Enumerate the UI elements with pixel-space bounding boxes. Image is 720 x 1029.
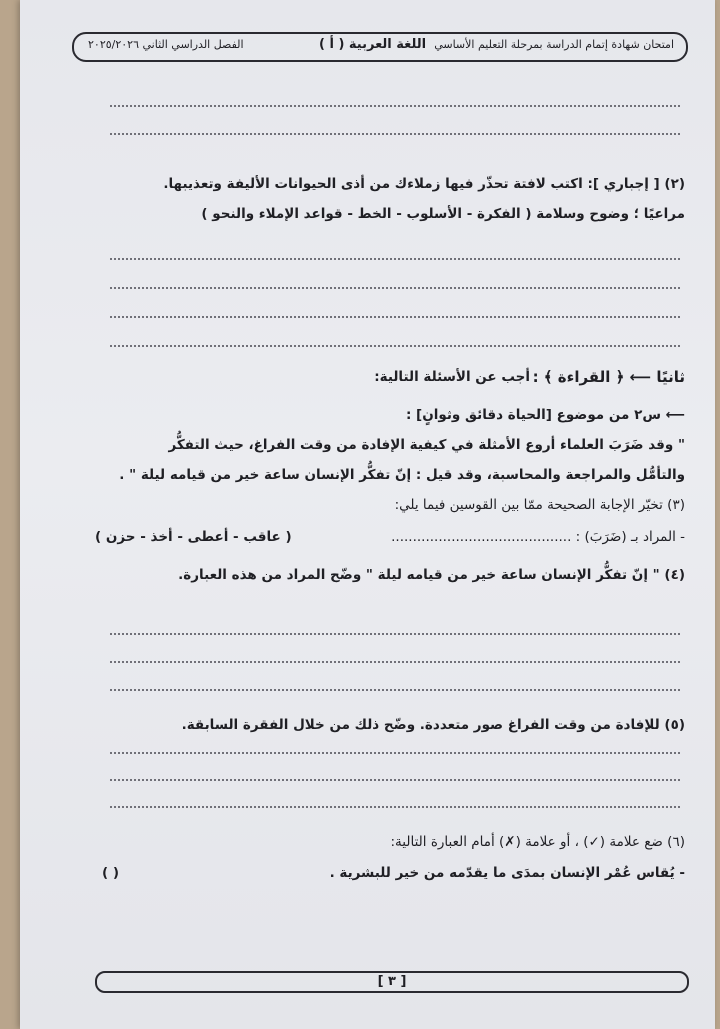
answer-line	[110, 133, 680, 135]
question-4-prompt: (٤) " إنّ تفكُّر الإنسان ساعة خير من قيامه ليلة " وضّح المراد من هذه العبارة.	[178, 567, 685, 583]
question-3-choices: ( عاقب - أعطى - أخذ - حزن )	[95, 529, 292, 545]
section-reading-title: ثانيًا ⟵ ﴿ القراءة ﴾ :	[532, 368, 685, 386]
subject-title: اللغة العربية ( أ )	[319, 37, 427, 52]
answer-line	[110, 806, 680, 808]
passage-line-1: " وقد ضَرَبَ العلماء أروع الأمثلة في كيفية الإفادة من وقت الفراغ، حيث التفكُّر	[168, 437, 685, 453]
answer-line	[110, 258, 680, 260]
passage-line-2: والتأمُّل والمراجعة والمحاسبة، وقد قيل : إنّ تفكُّر الإنسان ساعة خير من قيامه ليلة " .	[119, 467, 685, 483]
s2-topic-label: ⟵ س٢ من موضوع [الحياة دقائق وثوانٍ] :	[405, 407, 685, 423]
question-5-prompt: (٥) للإفادة من وقت الفراغ صور متعددة. وضّح ذلك من خلال الفقرة السابقة.	[181, 717, 685, 733]
answer-line	[110, 779, 680, 781]
section-reading-instruction: أجب عن الأسئلة التالية:	[374, 369, 530, 385]
question-2-prompt: (٢) [ إجباري ]: اكتب لافتة تحذّر فيها زملاءك من أذى الحيوانات الأليفة وتعذيبها.	[163, 176, 685, 192]
question-6-statement: - يُقاس عُمْر الإنسان بمدَى ما يقدّمه من خير للبشرية .	[329, 865, 685, 881]
exam-title: امتحان شهادة إتمام الدراسة بمرحلة التعليم الأساسي	[434, 38, 674, 51]
question-3-prompt: (٣) تخيّر الإجابة الصحيحة ممّا بين القوسين فيما يلي:	[394, 497, 685, 513]
answer-line	[110, 752, 680, 754]
question-3-stem: - المراد بـ (ضَرَبَ) : ..........................................	[391, 529, 685, 545]
answer-line	[110, 661, 680, 663]
page-header	[72, 32, 688, 62]
term-label: الفصل الدراسي الثاني ٢٠٢٥/٢٠٢٦	[88, 38, 244, 51]
answer-line	[110, 633, 680, 635]
page-number: [ ٣ ]	[377, 974, 407, 989]
answer-line	[110, 316, 680, 318]
page-footer	[95, 971, 689, 993]
exam-page	[20, 0, 715, 1029]
answer-line	[110, 689, 680, 691]
question-6-prompt: (٦) ضع علامة (✓) ، أو علامة (✗) أمام العبارة التالية:	[390, 834, 685, 850]
answer-line	[110, 105, 680, 107]
answer-line	[110, 287, 680, 289]
answer-line	[110, 345, 680, 347]
question-2-criteria: مراعيًا ؛ وضوح وسلامة ( الفكرة - الأسلوب - الخط - قواعد الإملاء والنحو )	[201, 206, 685, 222]
question-6-answer-box: ( )	[102, 865, 120, 881]
